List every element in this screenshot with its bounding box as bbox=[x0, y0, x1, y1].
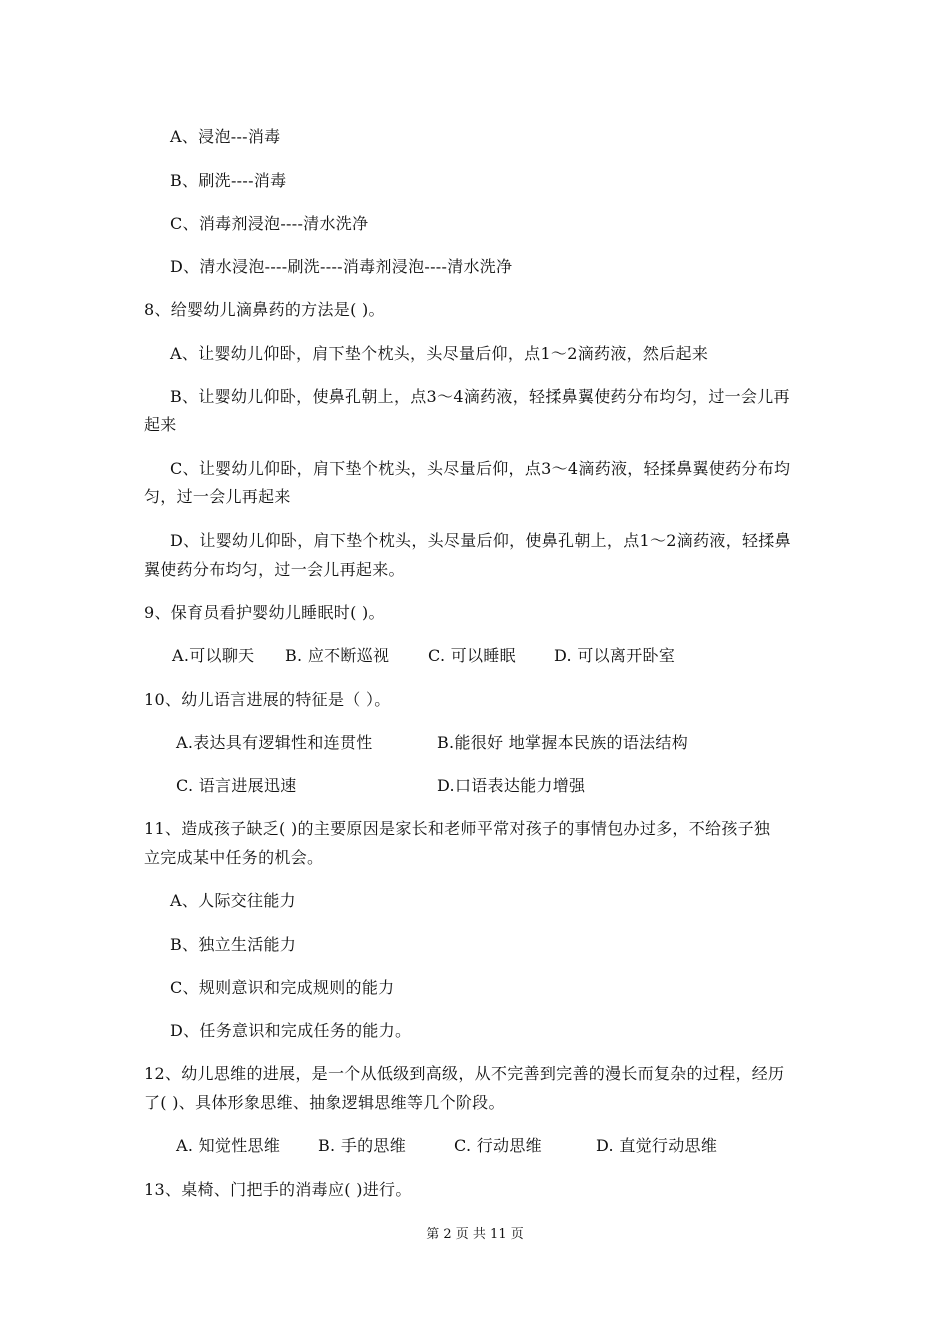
q11-option-c: C、规则意识和完成规则的能力 bbox=[170, 978, 395, 997]
q11-stem-line2: 立完成某中任务的机会。 bbox=[144, 848, 324, 867]
q8-option-a: A、让婴幼儿仰卧，肩下垫个枕头，头尽量后仰，点1～2滴药液，然后起来 bbox=[170, 344, 709, 363]
q8-option-c-line2: 匀，过一会儿再起来 bbox=[144, 487, 291, 506]
q8-option-d-line1: D、让婴幼儿仰卧，肩下垫个枕头，头尽量后仰，使鼻孔朝上，点1～2滴药液，轻揉鼻 bbox=[170, 531, 791, 550]
q9-option-a: A.可以聊天 bbox=[172, 646, 255, 665]
q9-option-d: D. 可以离开卧室 bbox=[554, 646, 676, 665]
q11-stem-line1: 11、造成孩子缺乏( )的主要原因是家长和老师平常对孩子的事情包办过多，不给孩子独 bbox=[144, 819, 771, 838]
q7-option-d: D、清水浸泡----刷洗----消毒剂浸泡----清水洗净 bbox=[170, 257, 513, 276]
q13-stem: 13、桌椅、门把手的消毒应( )进行。 bbox=[144, 1180, 412, 1199]
q8-stem: 8、给婴幼儿滴鼻药的方法是( )。 bbox=[144, 300, 385, 319]
page-footer: 第 2 页 共 11 页 bbox=[426, 1227, 524, 1242]
q12-stem-line2: 了( )、具体形象思维、抽象逻辑思维等几个阶段。 bbox=[144, 1093, 505, 1112]
q7-option-a: A、浸泡---消毒 bbox=[170, 127, 281, 146]
q8-option-b-line1: B、让婴幼儿仰卧，使鼻孔朝上，点3～4滴药液，轻揉鼻翼使药分布均匀，过一会儿再 bbox=[170, 387, 790, 406]
q11-option-a: A、人际交往能力 bbox=[170, 891, 296, 910]
q9-option-c: C. 可以睡眠 bbox=[428, 646, 516, 665]
q12-option-c: C. 行动思维 bbox=[454, 1136, 542, 1155]
q12-option-b: B. 手的思维 bbox=[318, 1136, 407, 1155]
q11-option-b: B、独立生活能力 bbox=[170, 935, 297, 954]
q8-option-d-line2: 翼使药分布均匀，过一会儿再起来。 bbox=[144, 560, 405, 579]
q12-stem-line1: 12、幼儿思维的进展，是一个从低级到高级，从不完善到完善的漫长而复杂的过程，经历 bbox=[144, 1064, 785, 1083]
q10-option-c: C. 语言进展迅速 bbox=[176, 776, 297, 795]
q10-option-a: A.表达具有逻辑性和连贯性 bbox=[176, 733, 373, 752]
q10-stem: 10、幼儿语言进展的特征是（ ）。 bbox=[144, 690, 391, 709]
q9-option-b: B. 应不断巡视 bbox=[285, 646, 390, 665]
q9-stem: 9、保育员看护婴幼儿睡眠时( )。 bbox=[144, 603, 385, 622]
q10-option-d: D.口语表达能力增强 bbox=[437, 776, 586, 795]
q7-option-b: B、刷洗----消毒 bbox=[170, 171, 287, 190]
q8-option-c-line1: C、让婴幼儿仰卧，肩下垫个枕头，头尽量后仰，点3～4滴药液，轻揉鼻翼使药分布均 bbox=[170, 459, 791, 478]
q10-option-b: B.能很好 地掌握本民族的语法结构 bbox=[437, 733, 689, 752]
q12-option-a: A. 知觉性思维 bbox=[176, 1136, 281, 1155]
q11-option-d: D、任务意识和完成任务的能力。 bbox=[170, 1021, 412, 1040]
q12-option-d: D. 直觉行动思维 bbox=[596, 1136, 718, 1155]
q7-option-c: C、消毒剂浸泡----清水洗净 bbox=[170, 214, 369, 233]
q8-option-b-line2: 起来 bbox=[144, 415, 177, 434]
